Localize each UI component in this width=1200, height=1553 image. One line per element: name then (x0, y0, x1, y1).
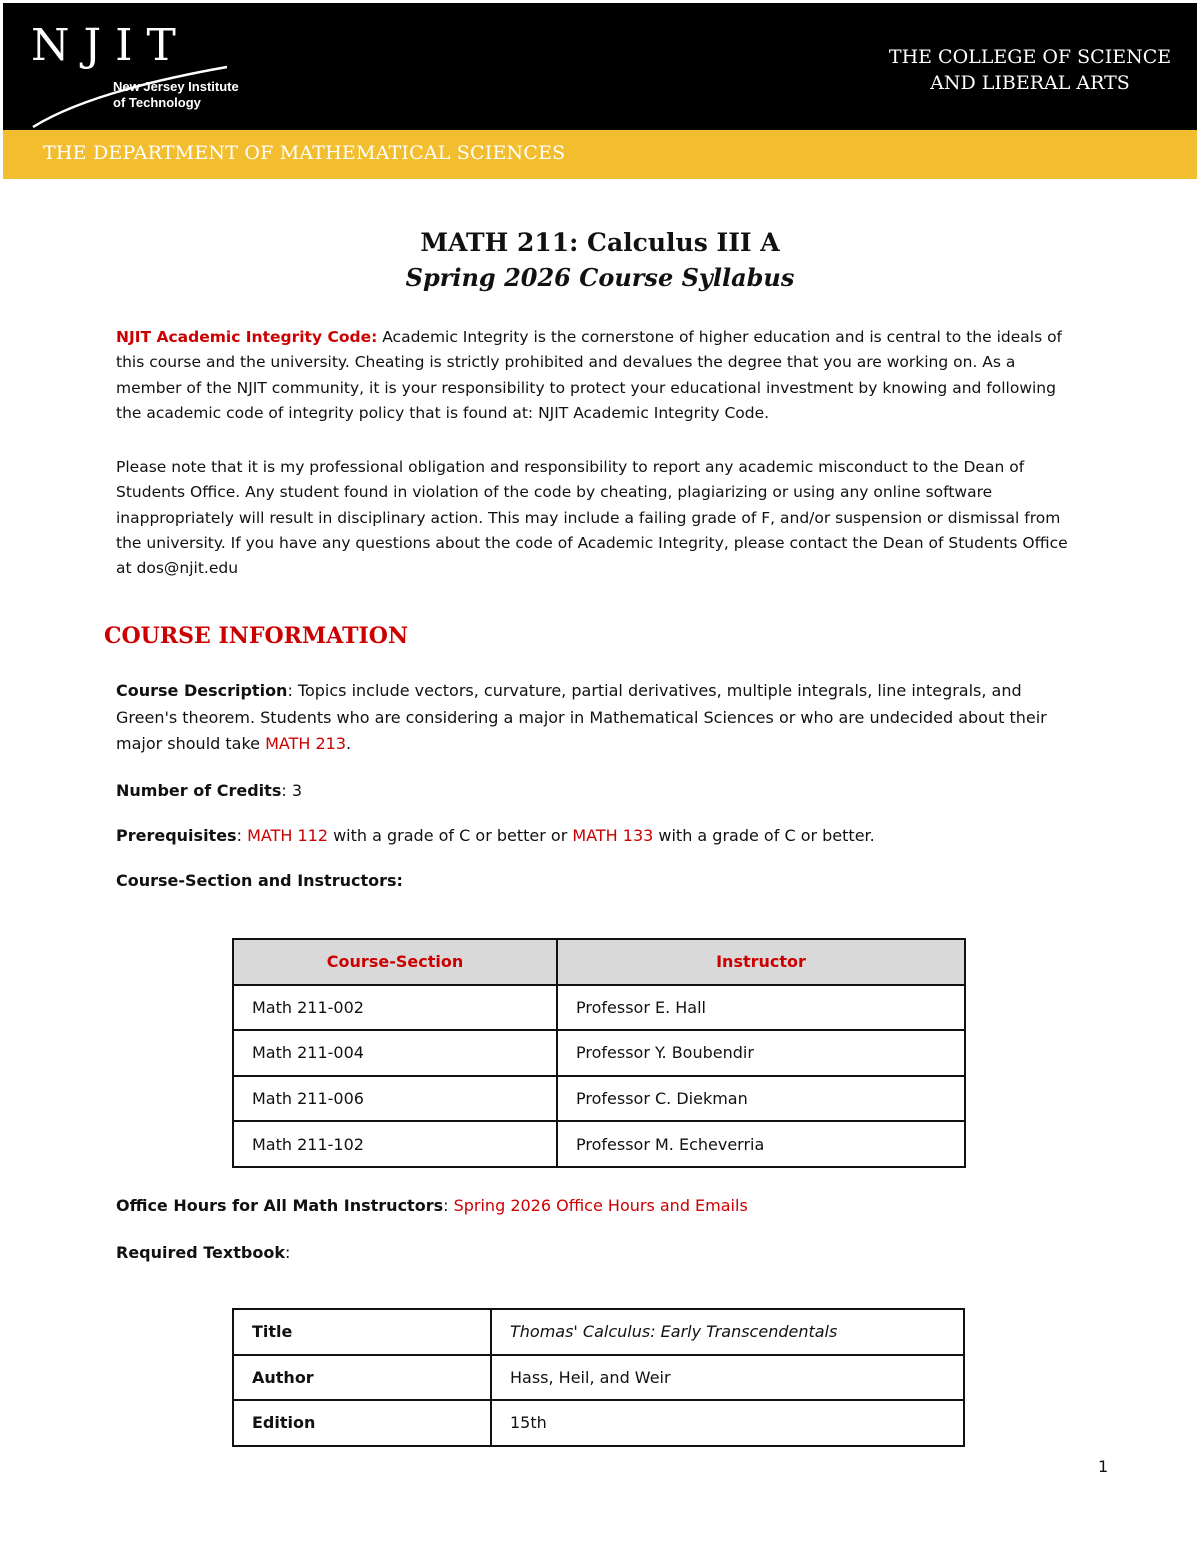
course-title: MATH 211: Calculus III A (420, 228, 780, 257)
college-header-bar (3, 3, 1197, 130)
course-information-heading: COURSE INFORMATION (104, 623, 409, 649)
sections-label: Course-Section and Instructors: (116, 871, 403, 890)
section-cell: Math 211-004 (233, 1030, 557, 1076)
department-bar (3, 130, 1197, 179)
table-row (233, 1076, 965, 1122)
college-line-2: AND LIBERAL ARTS (930, 72, 1130, 94)
office-hours-sep: : (443, 1196, 454, 1215)
textbook-key-cell: Title (233, 1309, 491, 1355)
column-header-instructor: Instructor (557, 939, 965, 985)
college-name (883, 44, 1177, 96)
required-textbook (116, 1240, 1076, 1267)
office-hours (116, 1193, 1076, 1220)
integrity-paragraph (116, 325, 1076, 426)
textbook-table (232, 1308, 965, 1447)
prerequisites-mid: with a grade of C or better or (328, 826, 573, 845)
prerequisites-end: with a grade of C or better. (653, 826, 875, 845)
textbook-value-cell: Thomas' Calculus: Early Transcendentals (491, 1309, 964, 1355)
document-title (0, 226, 1200, 296)
math-112-link[interactable]: MATH 112 (247, 826, 328, 845)
section-cell: Math 211-006 (233, 1076, 557, 1122)
instructor-cell: Professor E. Hall (557, 985, 965, 1031)
logo-letters: NJIT (31, 20, 190, 71)
misconduct-paragraph: Please note that it is my professional obligation and responsibility to report any academic misconduct to the Dean of Students Office. Any student found in violation of the code by cheating, plagiarizing or using any online software inappropriately will result in disciplinary action. This may include a failing grade of F, and/or suspension or dismissal from the university. If you have any questions about the code of Academic Integrity, please contact the Dean of Students Office at dos@njit.edu (116, 458, 1068, 578)
textbook-label: Required Textbook (116, 1243, 285, 1262)
textbook-key-cell: Edition (233, 1400, 491, 1446)
sections-table (232, 938, 966, 1168)
column-header-section: Course-Section (233, 939, 557, 985)
office-hours-link[interactable]: Spring 2026 Office Hours and Emails (453, 1196, 748, 1215)
textbook-value-cell: 15th (491, 1400, 964, 1446)
math-133-link[interactable]: MATH 133 (572, 826, 654, 845)
credits-value: : 3 (281, 781, 302, 800)
table-row (233, 1309, 964, 1355)
prerequisites (116, 823, 1076, 850)
table-row (233, 985, 965, 1031)
njit-logo (31, 21, 271, 121)
logo-line-2: of Technology (113, 95, 201, 110)
table-header-row (233, 939, 965, 985)
math-213-link[interactable]: MATH 213 (265, 734, 347, 753)
table-row (233, 1355, 964, 1401)
number-of-credits (116, 778, 1076, 805)
prerequisites-sep: : (236, 826, 248, 845)
logo-subtitle (113, 79, 239, 111)
instructor-cell: Professor C. Diekman (557, 1076, 965, 1122)
table-row (233, 1030, 965, 1076)
page-number: 1 (1098, 1457, 1109, 1476)
course-section-label (116, 868, 1076, 895)
syllabus-subtitle: Spring 2026 Course Syllabus (405, 263, 795, 292)
table-row (233, 1121, 965, 1167)
college-line-1: THE COLLEGE OF SCIENCE (888, 46, 1172, 68)
integrity-text: Academic Integrity is the cornerstone of higher education and is central to the ideals of this course and the university. Cheating is strictly prohibited and devalues the degree that you are working on. As a member of the NJIT community, it is your responsibility to protect your educational investment by knowing and following the academic code of integrity policy that is found at: NJIT Academic Integrity Code. (116, 328, 1063, 422)
instructor-cell: Professor M. Echeverria (557, 1121, 965, 1167)
textbook-sep: : (284, 1243, 291, 1262)
department-name: THE DEPARTMENT OF MATHEMATICAL SCIENCES (43, 142, 566, 164)
course-description (116, 678, 1076, 758)
textbook-value-cell: Hass, Heil, and Weir (491, 1355, 964, 1401)
office-hours-label: Office Hours for All Math Instructors (116, 1196, 444, 1215)
instructor-cell: Professor Y. Boubendir (557, 1030, 965, 1076)
course-description-end: . (346, 734, 352, 753)
logo-line-1: New Jersey Institute (113, 79, 239, 94)
section-cell: Math 211-102 (233, 1121, 557, 1167)
section-cell: Math 211-002 (233, 985, 557, 1031)
prerequisites-label: Prerequisites (116, 826, 237, 845)
textbook-key-cell: Author (233, 1355, 491, 1401)
credits-label: Number of Credits (116, 781, 282, 800)
course-description-label: Course Description (116, 681, 288, 700)
table-row (233, 1400, 964, 1446)
integrity-label: NJIT Academic Integrity Code: (116, 328, 378, 346)
course-description-text: : Topics include vectors, curvature, partial derivatives, multiple integrals, line integrals, and Green's theorem. Students who are considering a major in Mathematical Sciences or who are undecided about their major should take (116, 681, 1047, 753)
